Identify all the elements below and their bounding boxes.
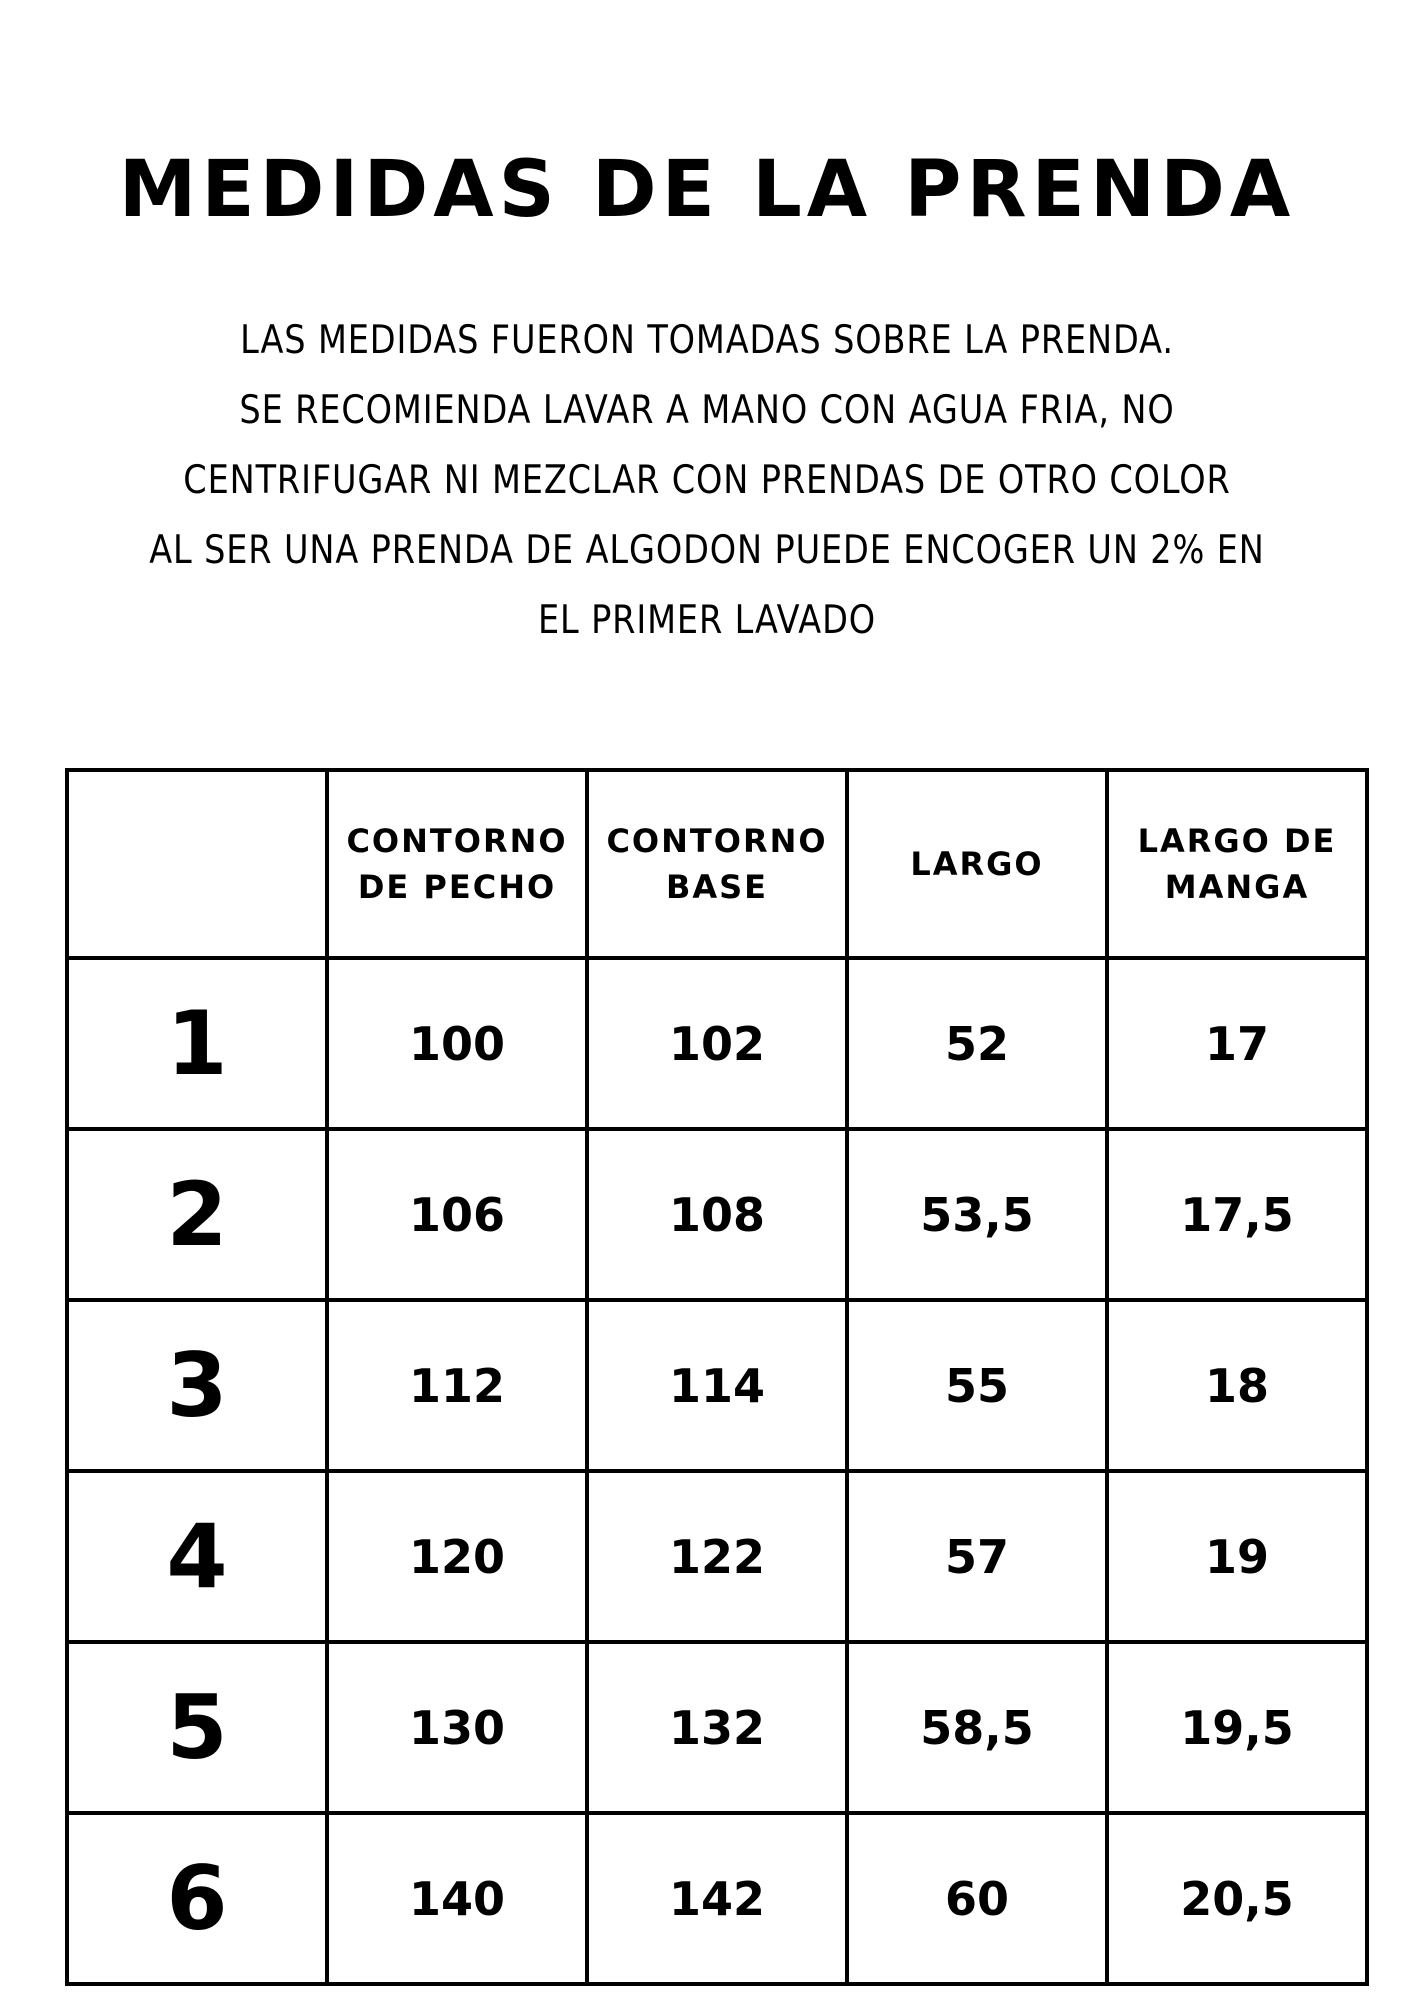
size-label-cell: 4 <box>67 1471 327 1642</box>
size-chart-table <box>65 768 1369 1986</box>
instruction-line: LAS MEDIDAS FUERON TOMADAS SOBRE LA PRENDA. <box>240 318 1174 363</box>
table-cell: 18 <box>1107 1300 1367 1471</box>
header-text-line: MANGA <box>1164 868 1310 906</box>
table-cell: 17 <box>1107 958 1367 1129</box>
header-largo <box>847 770 1107 958</box>
table-cell: 100 <box>327 958 587 1129</box>
table-cell: 19 <box>1107 1471 1367 1642</box>
table-cell: 55 <box>847 1300 1107 1471</box>
table-cell: 20,5 <box>1107 1813 1367 1984</box>
table-row <box>67 1642 1367 1813</box>
table-cell: 120 <box>327 1471 587 1642</box>
header-corner-cell <box>67 770 327 958</box>
table-cell: 19,5 <box>1107 1642 1367 1813</box>
instruction-line: EL PRIMER LAVADO <box>537 598 877 643</box>
size-label-cell: 2 <box>67 1129 327 1300</box>
header-text-line: DE PECHO <box>357 868 557 906</box>
header-text-line: CONTORNO <box>346 822 568 860</box>
header-text-line: BASE <box>665 868 769 906</box>
table-row <box>67 1129 1367 1300</box>
table-cell: 58,5 <box>847 1642 1107 1813</box>
table-cell: 60 <box>847 1813 1107 1984</box>
table-header-row <box>67 770 1367 958</box>
instruction-line: AL SER UNA PRENDA DE ALGODON PUEDE ENCOGER UN 2% EN <box>149 528 1265 573</box>
table-cell: 53,5 <box>847 1129 1107 1300</box>
table-cell: 130 <box>327 1642 587 1813</box>
table-cell: 57 <box>847 1471 1107 1642</box>
size-label-cell: 3 <box>67 1300 327 1471</box>
table-cell: 112 <box>327 1300 587 1471</box>
table-row <box>67 1813 1367 1984</box>
table-cell: 17,5 <box>1107 1129 1367 1300</box>
size-label-cell: 5 <box>67 1642 327 1813</box>
table-cell: 132 <box>587 1642 847 1813</box>
table-cell: 122 <box>587 1471 847 1642</box>
table-row <box>67 958 1367 1129</box>
table-cell: 102 <box>587 958 847 1129</box>
instruction-line: CENTRIFUGAR NI MEZCLAR CON PRENDAS DE OTRO COLOR <box>183 458 1231 503</box>
header-contorno-de-pecho <box>327 770 587 958</box>
table-cell: 114 <box>587 1300 847 1471</box>
table-cell: 140 <box>327 1813 587 1984</box>
header-text-line: LARGO <box>910 845 1044 883</box>
table-row <box>67 1471 1367 1642</box>
header-text-line: LARGO DE <box>1137 822 1337 860</box>
size-label-cell: 1 <box>67 958 327 1129</box>
table-cell: 52 <box>847 958 1107 1129</box>
header-contorno-base <box>587 770 847 958</box>
table-cell: 108 <box>587 1129 847 1300</box>
table-row <box>67 1300 1367 1471</box>
table-cell: 142 <box>587 1813 847 1984</box>
header-largo-de-manga <box>1107 770 1367 958</box>
instruction-line: SE RECOMIENDA LAVAR A MANO CON AGUA FRIA, NO <box>239 388 1175 433</box>
table-cell: 106 <box>327 1129 587 1300</box>
care-instructions <box>133 306 1280 656</box>
page-title: MEDIDAS DE LA PRENDA <box>118 145 1296 235</box>
header-text-line: CONTORNO <box>606 822 828 860</box>
size-label-cell: 6 <box>67 1813 327 1984</box>
